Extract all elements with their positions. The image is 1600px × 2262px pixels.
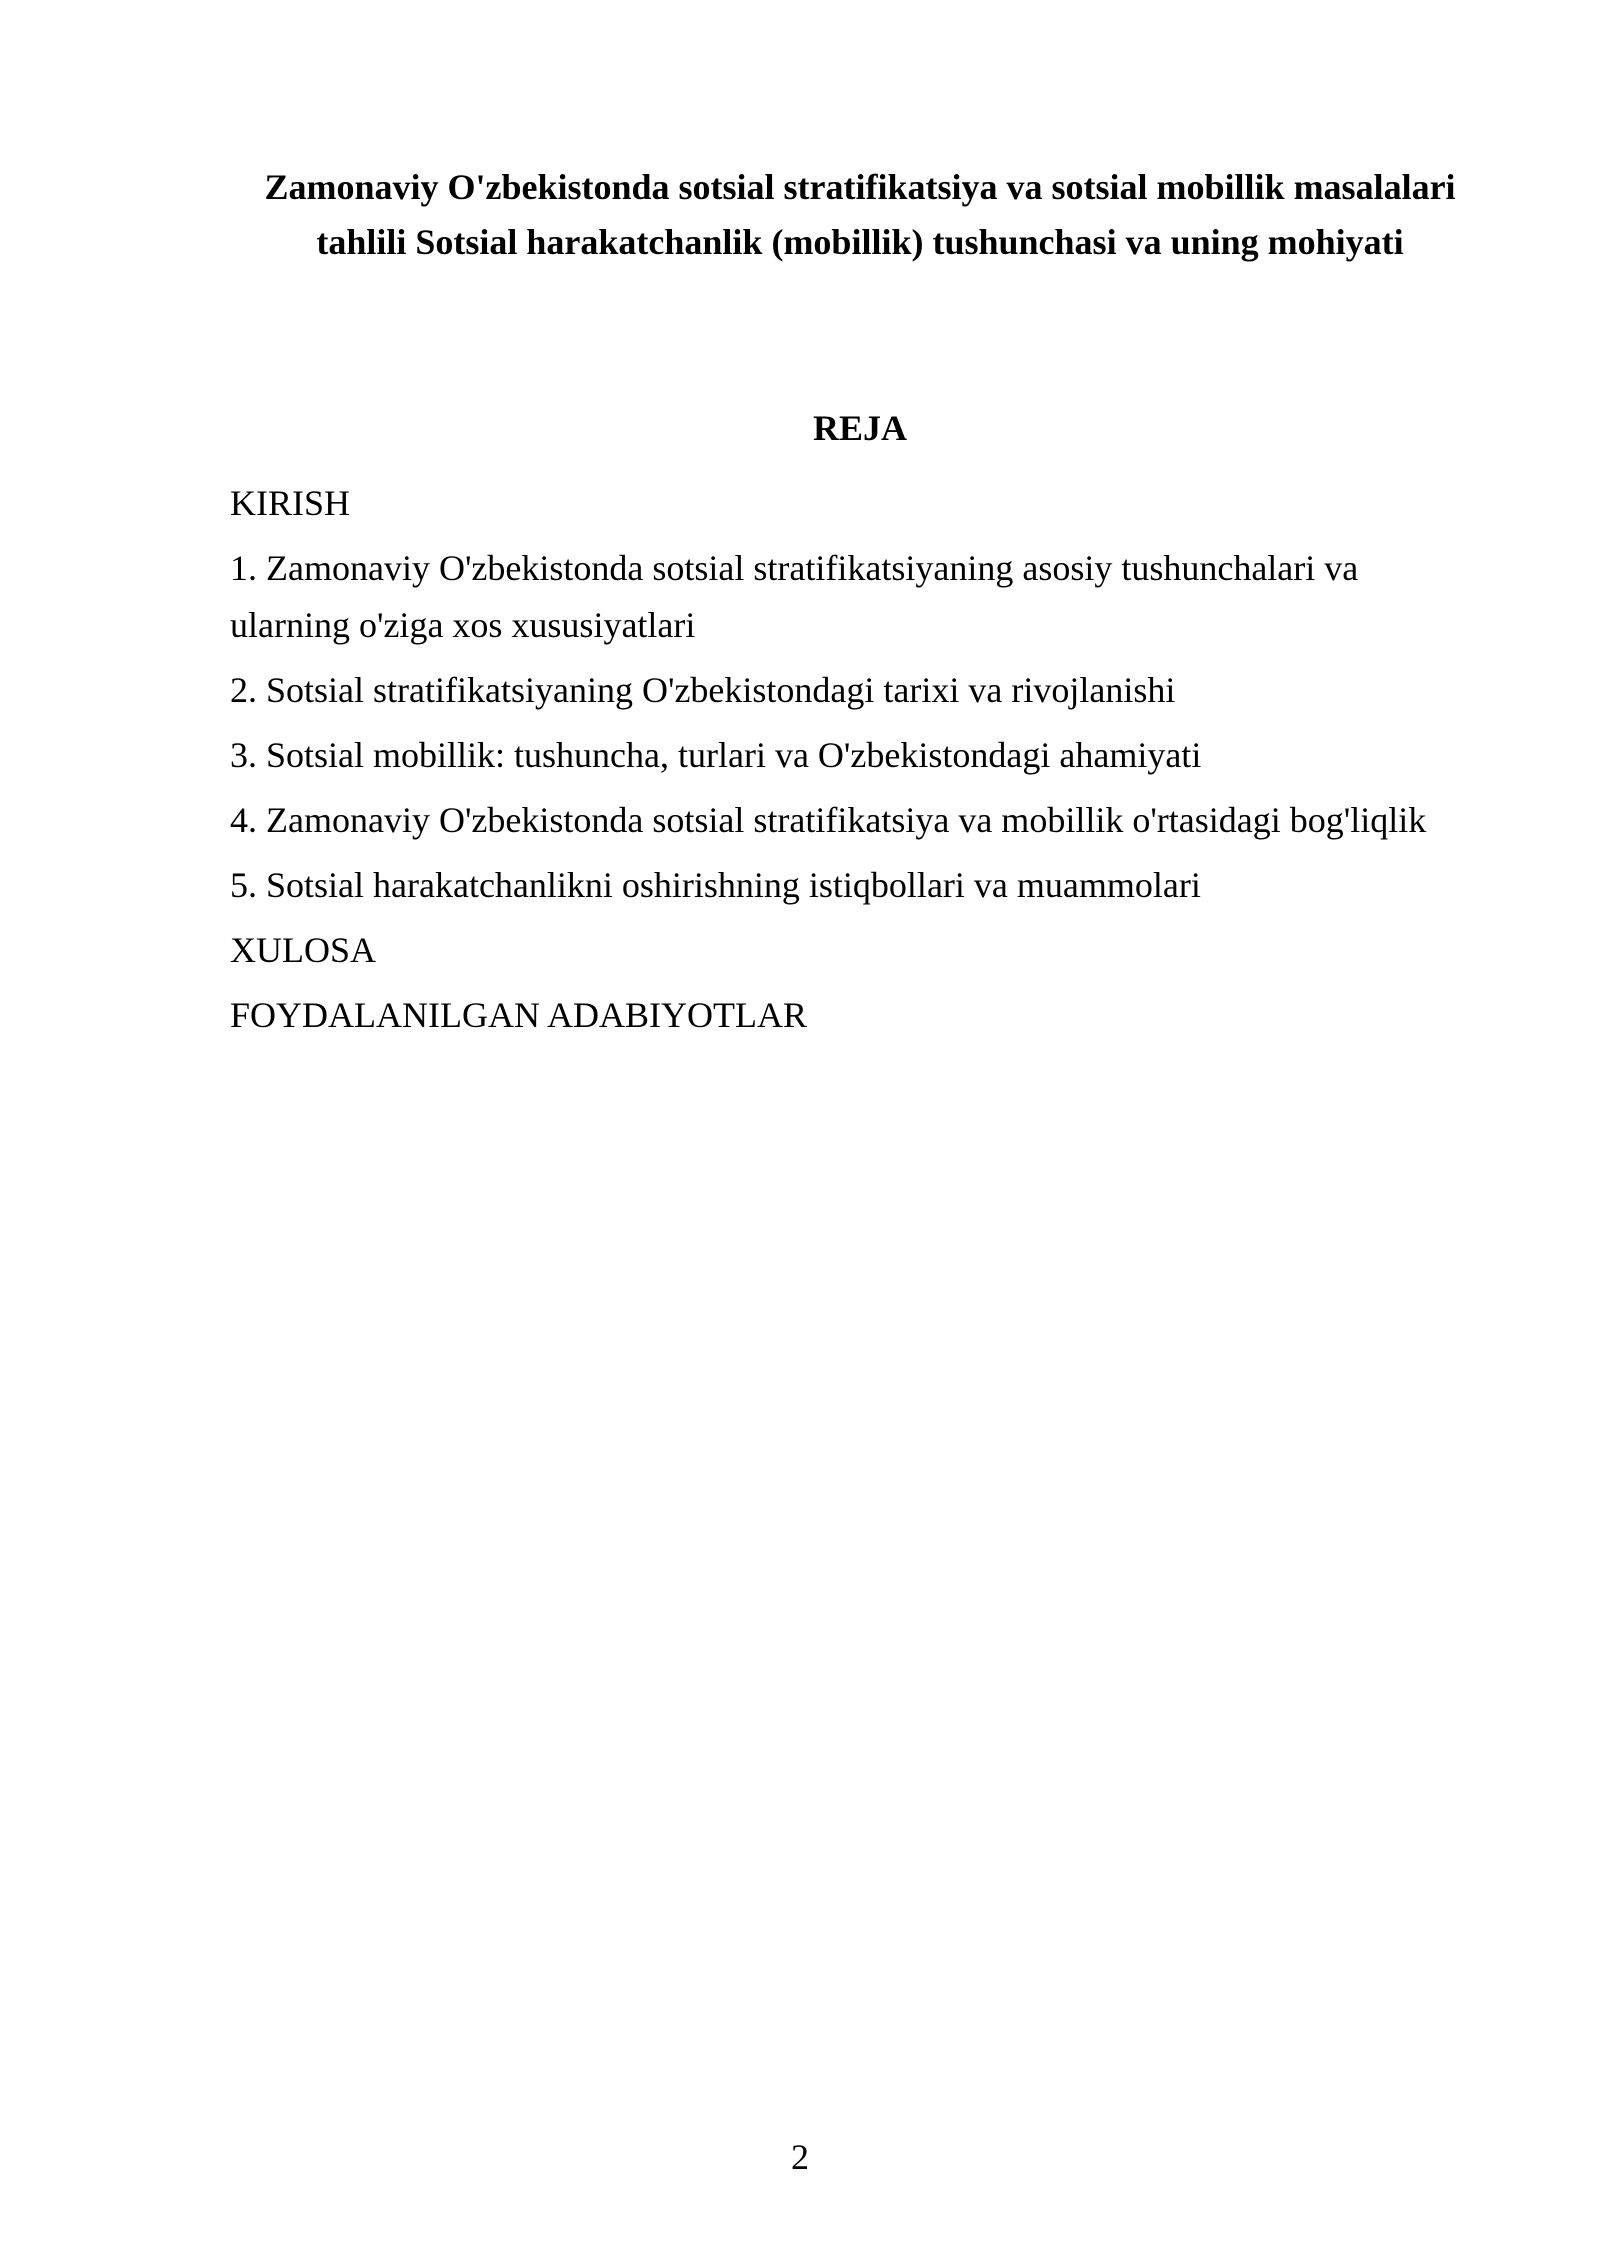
- toc-item-intro: KIRISH: [230, 483, 351, 523]
- plan-heading: REJA: [812, 408, 907, 448]
- document-title-line-1: Zamonaviy O'zbekistonda sotsial stratifikatsiya va sotsial mobillik masalalari: [264, 167, 1456, 207]
- table-of-contents: [230, 475, 1560, 1052]
- toc-item-2: 2. Sotsial stratifikatsiyaning O'zbekistondagi tarixi va rivojlanishi: [230, 670, 1176, 710]
- toc-item-4: 4. Zamonaviy O'zbekistonda sotsial stratifikatsiya va mobillik o'rtasidagi bog'liqlik: [230, 800, 1427, 840]
- document-title-line-2: tahlili Sotsial harakatchanlik (mobillik) tushunchasi va uning mohiyati: [316, 222, 1404, 262]
- toc-item-1-line-2: ularning o'ziga xos xususiyatlari: [230, 605, 696, 645]
- toc-item-1-line-1: 1. Zamonaviy O'zbekistonda sotsial stratifikatsiyaning asosiy tushunchalari va: [230, 548, 1359, 588]
- toc-item-conclusion: XULOSA: [230, 930, 377, 970]
- toc-item-references: FOYDALANILGAN ADABIYOTLAR: [230, 995, 807, 1035]
- page-number: 2: [791, 2137, 809, 2177]
- toc-item-5: 5. Sotsial harakatchanlikni oshirishning istiqbollari va muammolari: [230, 865, 1201, 905]
- document-title: [200, 160, 1520, 270]
- toc-item-3: 3. Sotsial mobillik: tushuncha, turlari va O'zbekistondagi ahamiyati: [230, 735, 1202, 775]
- toc-item-1: [230, 540, 1560, 654]
